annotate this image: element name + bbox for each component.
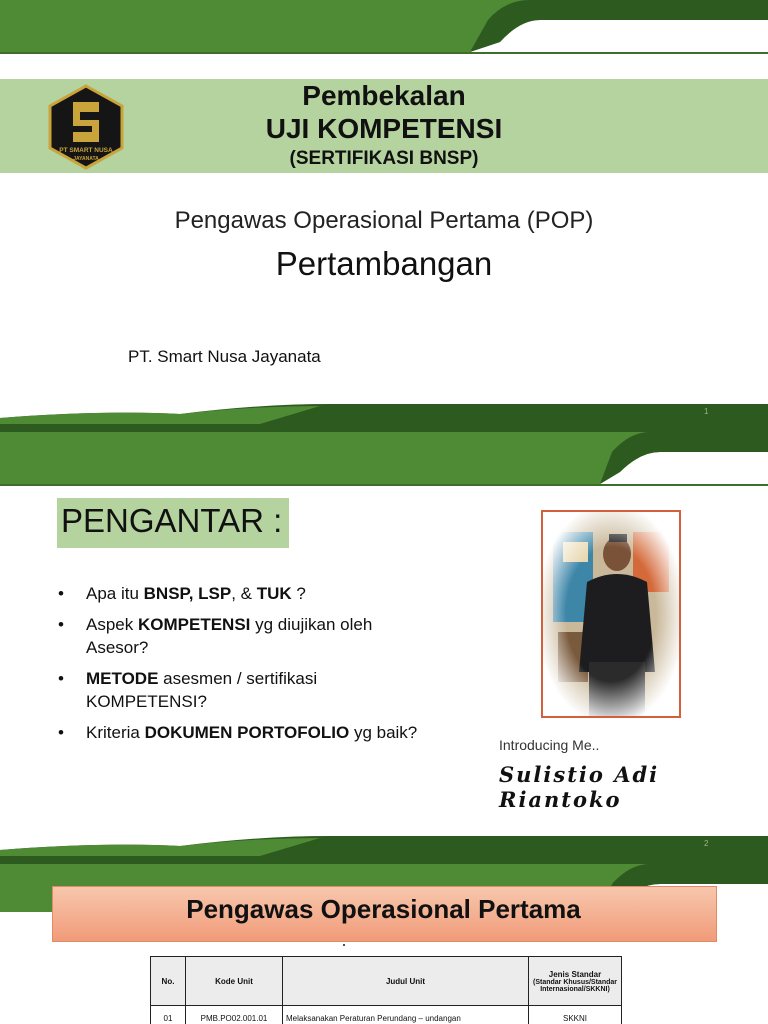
company-name: PT. Smart Nusa Jayanata bbox=[128, 347, 321, 366]
slide-1 bbox=[0, 0, 768, 432]
top-green-band bbox=[0, 432, 768, 492]
subtitle: Pengawas Operasional Pertama (POP) bbox=[174, 207, 594, 234]
svg-text:JAYANATA: JAYANATA bbox=[73, 156, 99, 162]
slide-2 bbox=[0, 432, 768, 864]
header-judul-unit: Judul Unit bbox=[283, 957, 529, 1006]
bullet-item: • Kriteria DOKUMEN PORTOFOLIO yg baik? bbox=[58, 721, 418, 744]
presenter-photo bbox=[541, 510, 681, 718]
bullet-item: • Apa itu BNSP, LSP, & TUK ? bbox=[58, 582, 418, 605]
person-photo-icon bbox=[543, 512, 679, 716]
svg-text:PT SMART NUSA: PT SMART NUSA bbox=[59, 147, 113, 154]
presenter-name: Sulistio Adi Riantoko bbox=[499, 762, 660, 812]
top-green-band bbox=[0, 0, 768, 60]
bottom-green-band bbox=[0, 832, 768, 864]
bullet-list bbox=[58, 582, 418, 752]
header-kode-unit: Kode Unit bbox=[186, 957, 283, 1006]
title-line-2: UJI KOMPETENSI bbox=[265, 113, 503, 144]
slide-3 bbox=[0, 864, 768, 1024]
cell-kode-unit: PMB.PO02.001.01 bbox=[186, 1006, 283, 1024]
title-line-1: Pembekalan bbox=[302, 80, 466, 111]
slide-heading: PENGANTAR : bbox=[61, 502, 283, 539]
header-no: No. bbox=[151, 957, 186, 1006]
header-jenis-standar-note: (Standar Khusus/Standar Internasional/SKKNI) bbox=[532, 978, 617, 993]
title-line-3: (SERTIFIKASI BNSP) bbox=[289, 148, 479, 169]
cell-no: 01 bbox=[151, 1006, 186, 1024]
page-number: 2 bbox=[704, 839, 709, 848]
unit-table bbox=[150, 956, 622, 1024]
table-header-row bbox=[151, 957, 622, 1006]
table-row bbox=[151, 1006, 622, 1024]
cell-jenis-standar: SKKNI bbox=[529, 1006, 622, 1024]
bottom-green-band bbox=[0, 400, 768, 432]
cell-judul-unit: Melaksanakan Peraturan Perundang – undangan bbox=[283, 1006, 529, 1024]
subtitle-main: Pertambangan bbox=[275, 245, 493, 282]
bullet-item: • METODE asesmen / sertifikasi KOMPETENSI? bbox=[58, 667, 418, 713]
page-number: 1 bbox=[704, 407, 709, 416]
bullet-item: • Aspek KOMPETENSI yg diujikan oleh Asesor? bbox=[58, 613, 418, 659]
intro-text: Introducing Me.. bbox=[499, 737, 600, 753]
header-jenis-standar: Jenis Standar (Standar Khusus/Standar Internasional/SKKNI) bbox=[529, 957, 622, 1006]
divider-dot bbox=[343, 944, 345, 946]
banner-title: Pengawas Operasional Pertama bbox=[186, 894, 581, 924]
